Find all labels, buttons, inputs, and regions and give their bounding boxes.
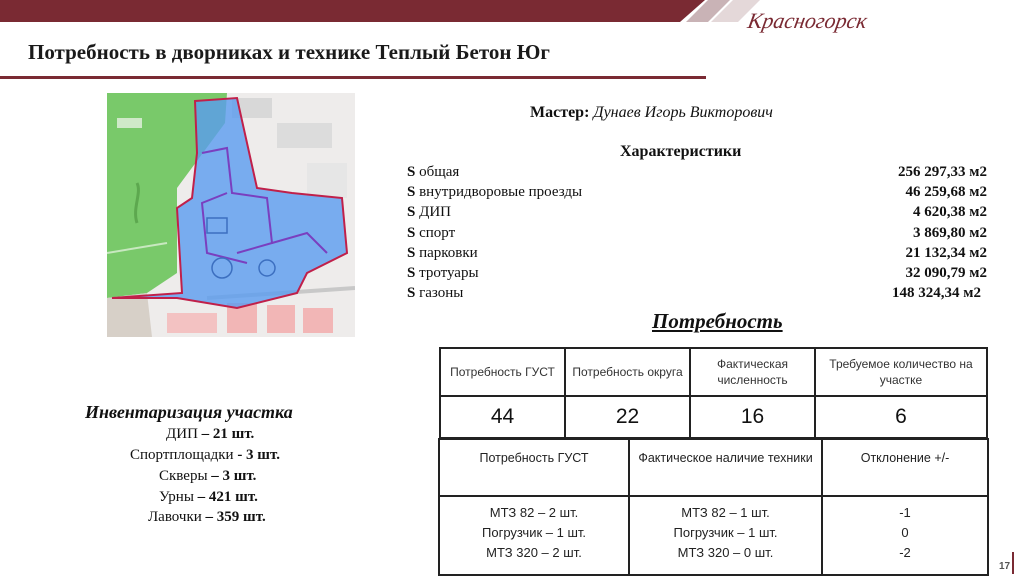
- equipment-table: [438, 438, 989, 576]
- char-row: S внутридворовые проезды 46 259,68 м2: [407, 184, 987, 200]
- char-row: S тротуары 32 090,79 м2: [407, 265, 987, 281]
- need-title: Потребность: [652, 309, 783, 333]
- logo-text: Красногорск: [745, 8, 870, 33]
- master-name: Дунаев Игорь Викторович: [593, 104, 773, 121]
- char-row: S спорт 3 869,80 м2: [407, 225, 987, 241]
- char-value: 4 620,38 м2: [913, 204, 987, 220]
- corner-accent: [1012, 552, 1014, 574]
- char-value: 32 090,79 м2: [905, 265, 987, 281]
- district-map: [107, 93, 355, 337]
- char-value: 46 259,68 м2: [905, 184, 987, 200]
- char-value: 3 869,80 м2: [913, 225, 987, 241]
- table-cell: -1 0 -2: [822, 496, 988, 575]
- table-header: Требуемое количество на участке: [815, 348, 987, 396]
- char-value: 256 297,33 м2: [898, 164, 987, 180]
- char-row: S парковки 21 132,34 м2: [407, 245, 987, 261]
- page-number: 17: [999, 561, 1011, 572]
- char-value: 148 324,34 м2: [892, 285, 981, 301]
- table-header: Потребность округа: [565, 348, 690, 396]
- inventory-item: ДИП – 21 шт.: [166, 426, 255, 442]
- master-line: [530, 104, 773, 122]
- inventory-item: Спортплощадки - 3 шт.: [130, 447, 280, 463]
- char-row: S газоны 148 324,34 м2: [407, 285, 981, 301]
- table-cell: МТЗ 82 – 1 шт. Погрузчик – 1 шт. МТЗ 320 – 0 шт.: [629, 496, 822, 575]
- table-header: Потребность ГУСТ: [439, 439, 629, 496]
- city-logo: [745, 4, 935, 40]
- char-row: S ДИП 4 620,38 м2: [407, 204, 987, 220]
- table-cell: 6: [815, 396, 987, 438]
- table-header: Фактическое наличие техники: [629, 439, 822, 496]
- table-header: Фактическая численность: [690, 348, 815, 396]
- staff-need-table: [439, 347, 988, 439]
- table-cell: 44: [440, 396, 565, 438]
- table-cell: 22: [565, 396, 690, 438]
- inventory-item: Скверы – 3 шт.: [159, 468, 257, 484]
- inventory-item: Урны – 421 шт.: [159, 489, 258, 505]
- table-header: Потребность ГУСТ: [440, 348, 565, 396]
- inventory-item: Лавочки – 359 шт.: [148, 509, 266, 525]
- title-divider: [0, 76, 706, 79]
- page-title: Потребность в дворниках и технике Теплый Бетон Юг: [28, 40, 550, 64]
- table-header: Отклонение +/-: [822, 439, 988, 496]
- char-value: 21 132,34 м2: [905, 245, 987, 261]
- table-cell: МТЗ 82 – 2 шт. Погрузчик – 1 шт. МТЗ 320 – 2 шт.: [439, 496, 629, 575]
- characteristics-title: Характеристики: [620, 143, 742, 160]
- char-row: S общая 256 297,33 м2: [407, 164, 987, 180]
- table-cell: 16: [690, 396, 815, 438]
- master-label: Мастер:: [530, 104, 590, 121]
- inventory-title: Инвентаризация участка: [85, 402, 293, 422]
